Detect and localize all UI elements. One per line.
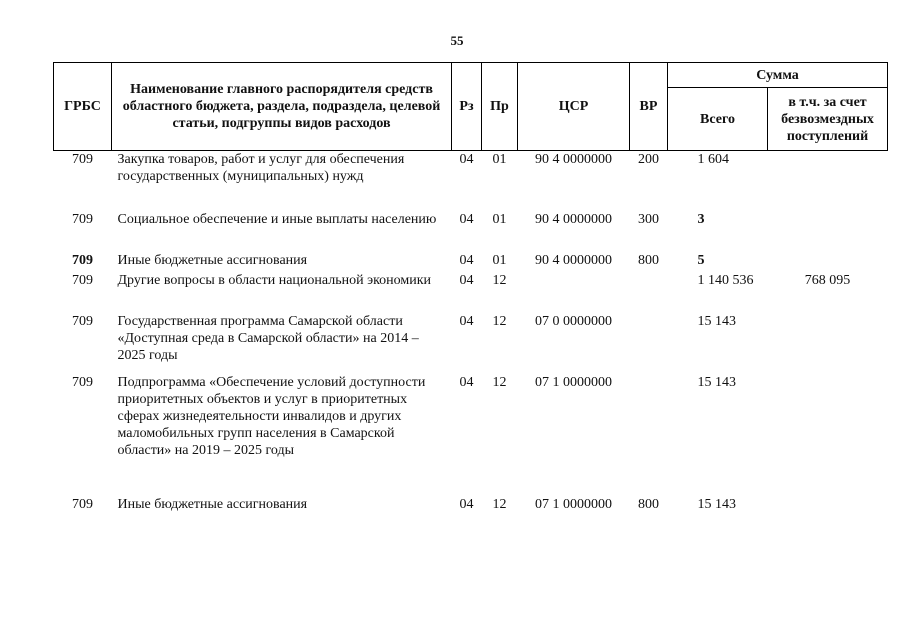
- cell-rz: 04: [459, 252, 474, 268]
- cell-vr: [630, 313, 668, 374]
- cell-name: Подпрограмма «Обеспечение условий доступности приоритетных объектов и услуг в приоритетных сферах жизнедеятельности инвалидов и других маломобильных групп населения в Самарской области» на 2019 – 2025 годы: [117, 374, 426, 458]
- cell-name: Государственная программа Самарской области «Доступная среда в Самарской области» на 2014 – 2025 годы: [117, 313, 419, 363]
- page-number: 55: [450, 33, 464, 48]
- cell-pr: 12: [492, 374, 507, 390]
- cell-grbs: 709: [72, 496, 93, 512]
- cell-rz: 04: [459, 313, 474, 329]
- cell-grbs: 709: [72, 272, 93, 288]
- cell-csr: 90 4 0000000: [535, 152, 612, 167]
- cell-total: 3: [697, 211, 705, 227]
- cell-name: Иные бюджетные ассигнования: [117, 252, 308, 268]
- cell-grants: [768, 374, 888, 496]
- cell-vr: 800: [638, 496, 659, 512]
- table-row: [54, 211, 888, 252]
- cell-grants: [768, 151, 888, 211]
- cell-name: Закупка товаров, работ и услуг для обеспечения государственных (муниципальных) нужд: [117, 152, 405, 184]
- table-row: [54, 151, 888, 211]
- cell-pr: 12: [492, 272, 507, 288]
- cell-total: 15 143: [697, 313, 736, 329]
- cell-pr: 01: [492, 152, 507, 167]
- cell-total: 5: [697, 252, 705, 268]
- cell-csr: [518, 272, 630, 313]
- cell-name: Иные бюджетные ассигнования: [117, 496, 308, 512]
- cell-total: 15 143: [697, 374, 736, 390]
- cell-grbs: 709: [72, 313, 93, 329]
- cell-vr: 800: [638, 252, 659, 268]
- col-csr-header: ЦСР: [518, 63, 630, 151]
- cell-grants: [768, 496, 888, 516]
- cell-pr: 01: [492, 211, 507, 227]
- table-row: [54, 313, 888, 374]
- cell-grants: 768 095: [804, 272, 851, 288]
- col-grbs-header: ГРБС: [54, 63, 112, 151]
- cell-vr: 300: [638, 211, 659, 227]
- cell-pr: 12: [492, 496, 507, 512]
- cell-csr: 07 0 0000000: [535, 313, 612, 329]
- budget-table: [53, 62, 888, 516]
- cell-pr: 12: [492, 313, 507, 329]
- cell-grants: [768, 313, 888, 374]
- col-rz-header: Рз: [452, 63, 482, 151]
- cell-csr: 07 1 0000000: [535, 374, 612, 390]
- cell-total: 1 140 536: [697, 272, 754, 288]
- col-name-header: Наименование главного распорядителя средств областного бюджета, раздела, подраздела, целевой статьи, подгруппы видов расходов: [112, 63, 452, 151]
- cell-rz: 04: [459, 211, 474, 227]
- table-row: [54, 374, 888, 496]
- cell-name: Социальное обеспечение и иные выплаты населению: [117, 211, 437, 227]
- col-pr-header: Пр: [482, 63, 518, 151]
- cell-total: 15 143: [697, 496, 736, 512]
- cell-csr: 90 4 0000000: [535, 211, 612, 227]
- cell-vr: 200: [638, 152, 659, 167]
- cell-csr: 90 4 0000000: [535, 252, 612, 268]
- table-row: [54, 252, 888, 272]
- cell-vr: [630, 374, 668, 496]
- table-row: [54, 496, 888, 516]
- cell-rz: 04: [459, 374, 474, 390]
- col-grants-header: в т.ч. за счет безвозмездных поступлений: [768, 88, 888, 151]
- cell-name: Другие вопросы в области национальной экономики: [117, 272, 432, 288]
- cell-pr: 01: [492, 252, 507, 268]
- cell-grbs: 709: [72, 252, 93, 268]
- col-total-header: Всего: [668, 88, 768, 151]
- header-row: [54, 63, 888, 88]
- table-row: [54, 272, 888, 313]
- cell-rz: 04: [459, 272, 474, 288]
- cell-grbs: 709: [72, 152, 93, 167]
- cell-rz: 04: [459, 496, 474, 512]
- cell-total: 1 604: [697, 152, 729, 167]
- col-sum-header: Сумма: [668, 63, 888, 88]
- col-vr-header: ВР: [630, 63, 668, 151]
- cell-grbs: 709: [72, 211, 93, 227]
- cell-grants: [768, 252, 888, 272]
- cell-grbs: 709: [72, 374, 93, 390]
- cell-vr: [630, 272, 668, 313]
- cell-grants: [768, 211, 888, 252]
- cell-rz: 04: [459, 152, 474, 167]
- cell-csr: 07 1 0000000: [535, 496, 612, 512]
